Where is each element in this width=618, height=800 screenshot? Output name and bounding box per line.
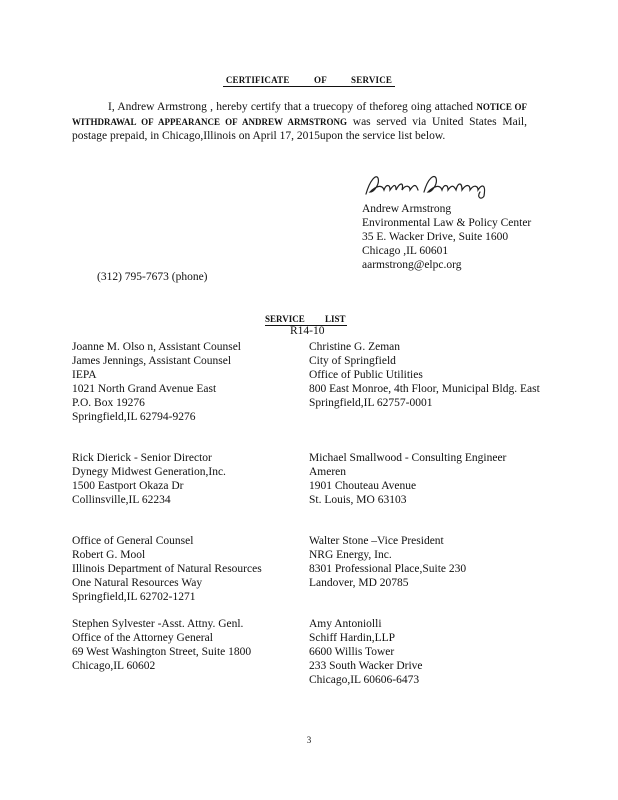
- service-entry: Rick Dierick - Senior Director Dynegy Midwest Generation,Inc. 1500 Eastport Okaza Dr Collinsville,IL 62234: [72, 452, 226, 506]
- signer-city: Chicago ,IL 60601: [362, 245, 449, 257]
- certificate-body: [72, 100, 527, 144]
- document-name: NOTICE OF WITHDRAWAL OF APPEARANCE OF ANDREW ARMSTRONG: [72, 102, 527, 127]
- body-tail: was served via United States Mail, postage prepaid, in Chicago,Illinois on April 17, 2015upon the service list below.: [72, 115, 527, 142]
- service-list-title: SERVICE LIST: [265, 314, 346, 324]
- docket-number: R14-10: [290, 325, 325, 337]
- signer-email: aarmstrong@elpc.org: [362, 259, 462, 271]
- service-entry: Walter Stone –Vice President NRG Energy, Inc. 8301 Professional Place,Suite 230 Landover, MD 20785: [309, 535, 467, 589]
- signer-phone: (312) 795-7673 (phone): [97, 271, 208, 283]
- signer-name: Andrew Armstrong: [362, 203, 452, 215]
- body-lead: I, Andrew Armstrong , hereby certify that a truecopy of theforeg oing attached: [108, 101, 477, 113]
- certificate-title: CERTIFICATE OF SERVICE: [0, 75, 618, 87]
- service-entry: Amy Antoniolli Schiff Hardin,LLP 6600 Willis Tower 233 South Wacker Drive Chicago,IL 60606-6473: [309, 618, 423, 686]
- signature-block: [362, 202, 531, 272]
- service-entry: Stephen Sylvester -Asst. Attny. Genl. Office of the Attorney General 69 West Washington Street, Suite 1800 Chicago,IL 60602: [72, 618, 252, 672]
- page-number: 3: [306, 735, 312, 745]
- service-entry: Joanne M. Olso n, Assistant Counsel James Jennings, Assistant Counsel IEPA 1021 North Grand Avenue East P.O. Box 19276 Springfield,IL 62794-9276: [72, 341, 241, 423]
- signer-street: 35 E. Wacker Drive, Suite 1600: [362, 231, 509, 243]
- service-entry: Michael Smallwood - Consulting Engineer Ameren 1901 Chouteau Avenue St. Louis, MO 63103: [309, 452, 507, 506]
- service-entry: Christine G. Zeman City of Springfield Office of Public Utilities 800 East Monroe, 4th Floor, Municipal Bldg. East Springfield,IL 62757-0001: [309, 341, 540, 409]
- handwritten-signature: [362, 170, 492, 200]
- signer-org: Environmental Law & Policy Center: [362, 217, 532, 229]
- service-entry: Office of General Counsel Robert G. Mool Illinois Department of Natural Resources One Natural Resources Way Springfield,IL 62702-1271: [72, 535, 262, 603]
